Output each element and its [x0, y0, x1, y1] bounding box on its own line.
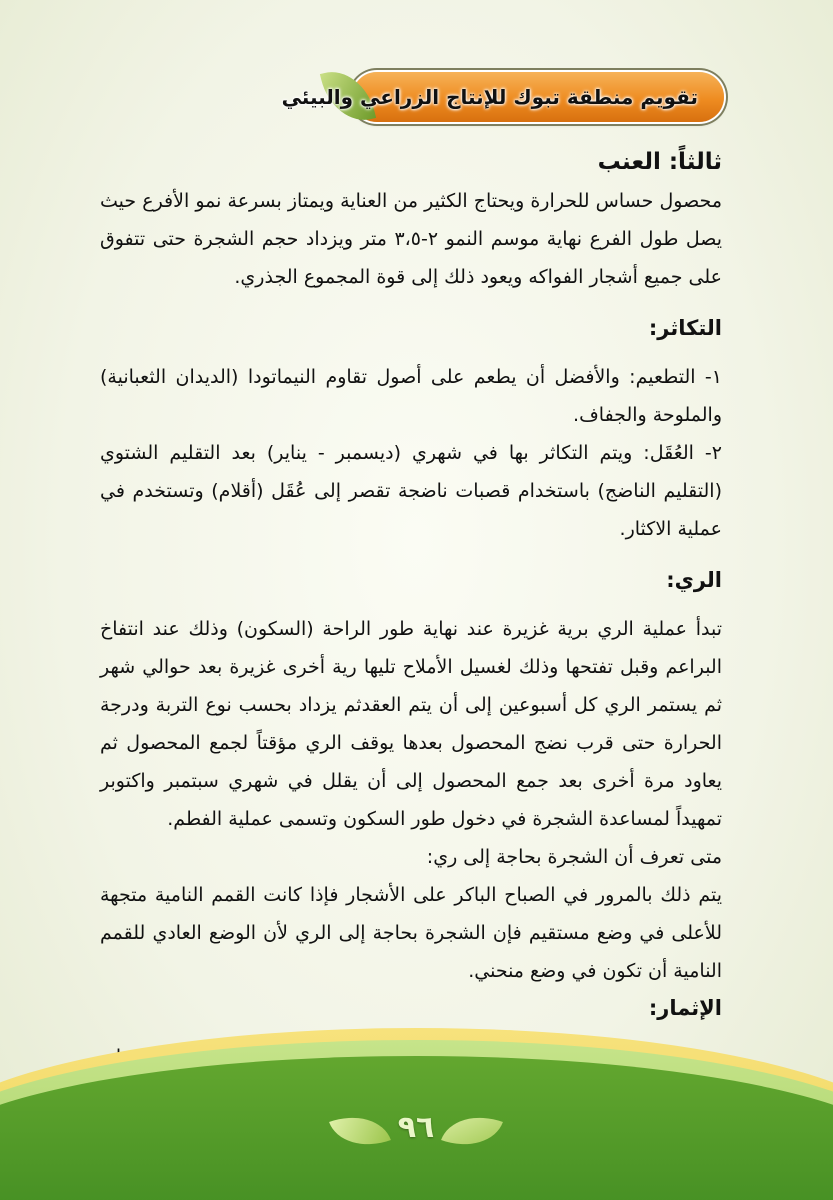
- intro-paragraph: محصول حساس للحرارة ويحتاج الكثير من العناية ويمتاز بسرعة نمو الأفرع حيث يصل طول الفرع نهاية موسم النمو ٢-٣،٥ متر ويزداد حجم الشجرة حتى تتفوق على جميع أشجار الفواكه ويعود ذلك إلى قوة المجموع الجذري.: [100, 190, 722, 288]
- page-number: ٩٦: [397, 1110, 435, 1145]
- propagation-item-cuttings: ٢- العُقَل: ويتم التكاثر بها في شهري (ديسمبر - يناير) بعد التقليم الشتوي (التقليم الناضج) باستخدام قصبات ناضجة تقصر إلى عُقَل (أقلام) وتستخدم في عملية الاكثار.: [100, 442, 722, 540]
- header-banner: [281, 72, 724, 122]
- fruiting-heading: الإثمار:: [648, 996, 722, 1020]
- page-content: [100, 142, 722, 1076]
- section-heading: ثالثاً: العنب: [597, 149, 722, 175]
- propagation-item-grafting: ١- التطعيم: والأفضل أن يطعم على أصول تقاوم النيماتودا (الديدان الثعبانية) والملوحة والجفاف.: [100, 366, 722, 426]
- irrigation-answer: يتم ذلك بالمرور في الصباح الباكر على الأشجار فإذا كانت القمم النامية متجهة للأعلى في وضع مستقيم فإن الشجرة بحاجة إلى الري لأن الوضع العادي للقمم النامية أن تكون في وضع منحني.: [100, 884, 722, 982]
- irrigation-question: متى تعرف أن الشجرة بحاجة إلى ري:: [426, 846, 722, 868]
- irrigation-heading: الري:: [666, 568, 722, 592]
- page-number-badge: [326, 1090, 506, 1170]
- propagation-heading: التكاثر:: [648, 316, 722, 340]
- header-title: تقويم منطقة تبوك للإنتاج الزراعي والبيئي: [281, 85, 698, 109]
- irrigation-paragraph: تبدأ عملية الري برية غزيرة عند نهاية طور الراحة (السكون) وذلك عند انتفاخ البراعم وقبل تفتحها وذلك لغسيل الأملاح تليها رية أخرى غزيرة بعد حوالي شهر ثم يستمر الري كل أسبوعين إلى أن يتم العقدثم يزداد بحسب نوع التربة ودرجة الحرارة حتى قرب نضج المحصول بعدها يوقف الري مؤقتاً لجمع المحصول ثم يعاود مرة أخرى بعد جمع المحصول إلى أن يقلل في شهري سبتمبر واكتوبر تمهيداً لمساعدة الشجرة في دخول طور السكون وتسمى عملية الفطم.: [100, 618, 722, 830]
